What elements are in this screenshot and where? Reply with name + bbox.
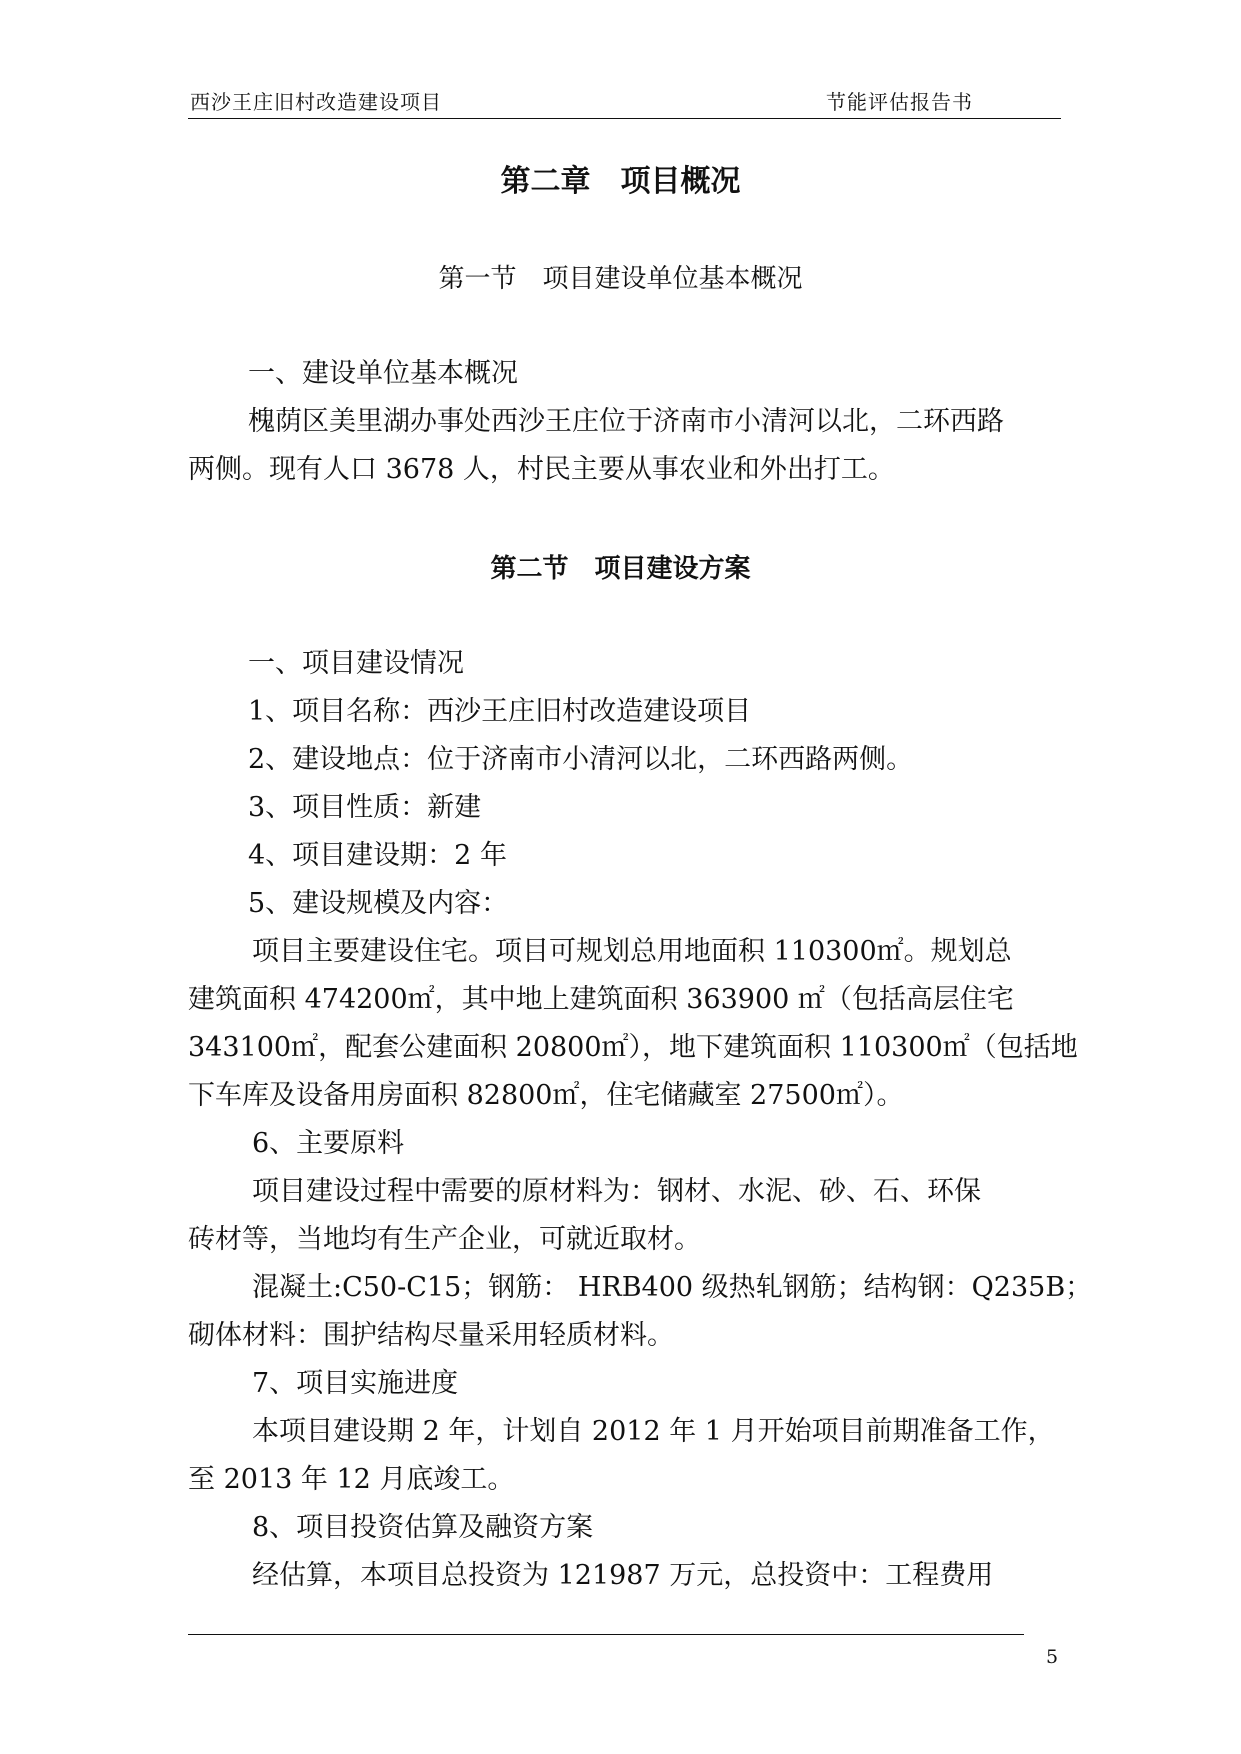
paragraph-line: 砖材等，当地均有生产企业，可就近取材。 bbox=[188, 1224, 701, 1255]
paragraph-line: 混凝土:C50-C15；钢筋： HRB400 级热轧钢筋；结构钢：Q235B； bbox=[252, 1272, 1093, 1303]
page-number: 5 bbox=[1046, 1646, 1059, 1668]
paragraph-line: 343100㎡，配套公建面积 20800㎡），地下建筑面积 110300㎡（包括地 bbox=[188, 1032, 1078, 1063]
page-header-right: 节能评估报告书 bbox=[826, 90, 973, 114]
subheading: 一、建设单位基本概况 bbox=[248, 358, 518, 389]
paragraph-line: 至 2013 年 12 月底竣工。 bbox=[188, 1464, 515, 1495]
paragraph-line: 两侧。现有人口 3678 人，村民主要从事农业和外出打工。 bbox=[188, 454, 895, 485]
subheading: 一、项目建设情况 bbox=[248, 648, 464, 679]
paragraph-line: 经估算，本项目总投资为 121987 万元，总投资中：工程费用 bbox=[252, 1560, 994, 1591]
section-title: 第二节 项目建设方案 bbox=[490, 554, 751, 584]
paragraph-line: 砌体材料：围护结构尽量采用轻质材料。 bbox=[188, 1320, 674, 1351]
section-title: 第一节 项目建设单位基本概况 bbox=[438, 264, 803, 294]
paragraph-line: 项目建设过程中需要的原材料为：钢材、水泥、砂、石、环保 bbox=[252, 1176, 981, 1207]
section-body bbox=[188, 640, 1093, 1600]
header-rule bbox=[188, 118, 1061, 119]
paragraph-line: 槐荫区美里湖办事处西沙王庄位于济南市小清河以北，二环西路 bbox=[248, 406, 1004, 437]
list-item: 3、项目性质：新建 bbox=[248, 792, 482, 823]
list-item: 2、建设地点：位于济南市小清河以北，二环西路两侧。 bbox=[248, 744, 914, 775]
list-item: 5、建设规模及内容： bbox=[248, 888, 509, 919]
footer-rule bbox=[188, 1634, 1024, 1635]
paragraph-line: 建筑面积 474200㎡，其中地上建筑面积 363900 ㎡（包括高层住宅 bbox=[188, 984, 1014, 1015]
page-header-left: 西沙王庄旧村改造建设项目 bbox=[190, 90, 442, 114]
list-item: 7、项目实施进度 bbox=[252, 1368, 459, 1399]
section-body bbox=[188, 350, 1061, 494]
list-item: 8、项目投资估算及融资方案 bbox=[252, 1512, 594, 1543]
paragraph-line: 本项目建设期 2 年，计划自 2012 年 1 月开始项目前期准备工作， bbox=[252, 1416, 1055, 1447]
chapter-title: 第二章 项目概况 bbox=[500, 164, 741, 199]
list-item: 1、项目名称：西沙王庄旧村改造建设项目 bbox=[248, 696, 752, 727]
paragraph-line: 下车库及设备用房面积 82800㎡，住宅储藏室 27500㎡）。 bbox=[188, 1080, 904, 1111]
paragraph-line: 项目主要建设住宅。项目可规划总用地面积 110300㎡。规划总 bbox=[252, 936, 1012, 967]
list-item: 6、主要原料 bbox=[252, 1128, 405, 1159]
list-item: 4、项目建设期：2 年 bbox=[248, 840, 507, 871]
